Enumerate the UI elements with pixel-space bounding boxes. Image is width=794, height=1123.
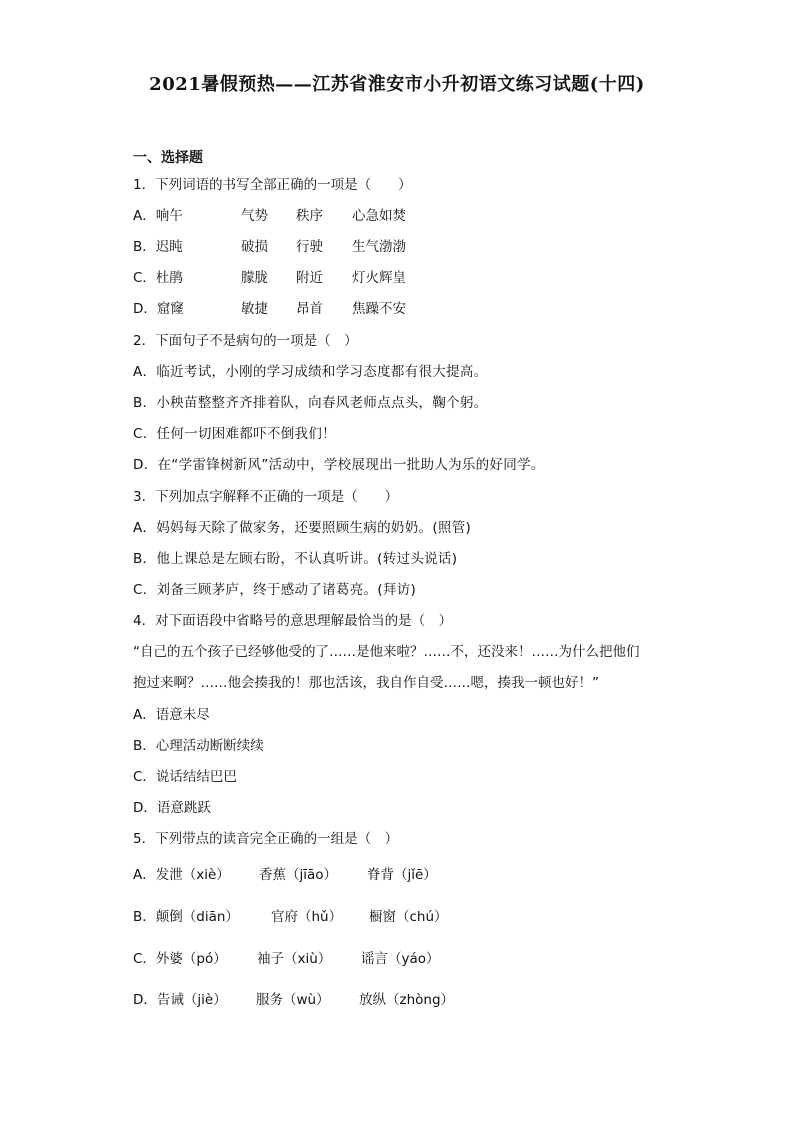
option-label: C．杜鹃 [133, 270, 183, 286]
question-4-option-c: C．说话结结巴巴 [133, 769, 237, 785]
option-word: 袖子（xiù） [257, 951, 332, 967]
question-3-stem: 3．下列加点字解释不正确的一项是（ ） [133, 489, 399, 505]
question-3-option-c: C．刘备三顾茅庐，终于感动了诸葛亮。(拜访) [133, 582, 417, 598]
page-title: 2021暑假预热——江苏省淮安市小升初语文练习试题(十四) [149, 74, 645, 95]
option-word: 敏捷 [241, 301, 268, 317]
question-5-stem: 5．下列带点的读音完全正确的一组是（ ） [133, 831, 399, 847]
question-2-option-a: A．临近考试，小刚的学习成绩和学习态度都有很大提高。 [133, 364, 488, 380]
option-word: 谣言（yáo） [361, 951, 440, 967]
option-label: D．窟窿 [133, 301, 184, 317]
question-4-option-a: A．语意未尽 [133, 707, 210, 723]
question-4-option-b: B．心理活动断断续续 [133, 738, 264, 754]
section-heading: 一、选择题 [133, 150, 203, 166]
option-word: 心急如焚 [352, 208, 406, 224]
option-word: 昂首 [296, 301, 323, 317]
option-word: 附近 [296, 270, 323, 286]
option-label: B．颠倒（diān） [133, 909, 239, 925]
option-word: 破损 [241, 239, 268, 255]
option-label: C．外婆（pó） [133, 951, 227, 967]
option-word: 橱窗（chú） [369, 909, 448, 925]
question-3-option-b: B．他上课总是左顾右盼，不认真听讲。(转过头说话) [133, 551, 458, 567]
question-4-quote-line-1: “自己的五个孩子已经够他受的了……是他来啦？……不，还没来！……为什么把他们 [133, 644, 640, 660]
option-word: 服务（wù） [256, 992, 330, 1008]
option-word: 生气渤渤 [352, 239, 406, 255]
question-2-option-c: C．任何一切困难都吓不倒我们！ [133, 426, 336, 442]
option-word: 灯火辉皇 [352, 270, 406, 286]
option-word: 官府（hǔ） [271, 909, 343, 925]
option-word: 焦躁不安 [352, 301, 406, 317]
option-label: A．发泄（xiè） [133, 867, 230, 883]
question-2-stem: 2．下面句子不是病句的一项是（ ） [133, 333, 358, 349]
question-1-stem: 1．下列词语的书写全部正确的一项是（ ） [133, 177, 412, 193]
question-4-option-d: D．语意跳跃 [133, 800, 211, 816]
option-label: B．迟盹 [133, 239, 183, 255]
question-4-quote-line-2: 抱过来啊？……他会揍我的！那也活该，我自作自受……嗯，揍我一顿也好！” [133, 675, 599, 691]
option-word: 香蕉（jīāo） [259, 867, 338, 883]
question-2-option-b: B．小秧苗整整齐齐排着队，向春风老师点点头，鞠个躬。 [133, 395, 488, 411]
option-label: D．告诫（jiè） [133, 992, 227, 1008]
option-label: A．响午 [133, 208, 183, 224]
option-word: 朦胧 [241, 270, 268, 286]
question-3-option-a: A．妈妈每天除了做家务，还要照顾生病的奶奶。(照管) [133, 520, 472, 536]
option-word: 脊背（jǐē） [367, 867, 437, 883]
option-word: 行驶 [296, 239, 323, 255]
option-word: 秩序 [296, 208, 323, 224]
question-2-option-d: D．在“学雷锋树新风”活动中，学校展现出一批助人为乐的好同学。 [133, 457, 545, 473]
question-4-stem: 4．对下面语段中省略号的意思理解最恰当的是（ ） [133, 613, 453, 629]
option-word: 气势 [241, 208, 268, 224]
option-word: 放纵（zhòng） [359, 992, 455, 1008]
